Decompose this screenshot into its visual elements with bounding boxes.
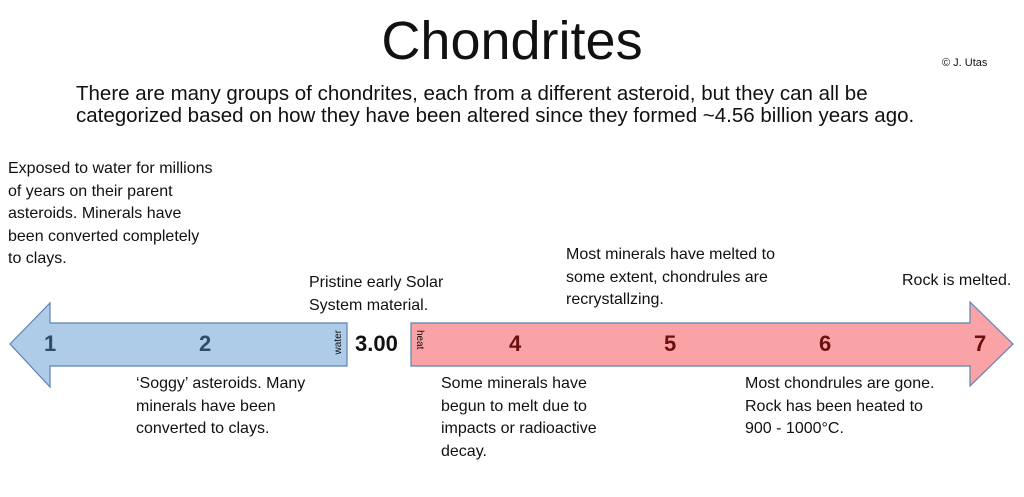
note-type2: ‘Soggy’ asteroids. Many minerals have been converted to clays. [136, 375, 306, 437]
type-4-label: 4 [509, 331, 522, 356]
water-label: water [333, 330, 344, 355]
note-type4: Some minerals have begun to melt due to impacts or radioactive decay. [441, 375, 597, 460]
note-type3: Pristine early Solar System material. [309, 274, 444, 314]
copyright: © J. Utas [942, 57, 988, 69]
note-type5: Most minerals have melted to some extent, chondrules are recrystallzing. [566, 246, 775, 308]
type-5-label: 5 [664, 331, 677, 356]
type-2-label: 2 [199, 331, 212, 356]
type-7-label: 7 [974, 331, 987, 356]
page-title: Chondrites [381, 11, 643, 71]
type-6-label: 6 [819, 331, 832, 356]
note-type7: Rock is melted. [902, 272, 1012, 289]
type-1-label: 1 [44, 331, 57, 356]
type-3-label: 3.00 [355, 331, 398, 356]
note-type1: Exposed to water for millions of years on their parent asteroids. Minerals have been converted completely to clays. [8, 160, 213, 267]
heat-label: heat [414, 330, 425, 350]
note-type6: Most chondrules are gone. Rock has been heated to 900 - 1000°C. [745, 375, 935, 437]
subtitle: There are many groups of chondrites, each from a different asteroid, but they can all be categorized based on how they have been altered since they formed ~4.56 billion years ago. [76, 82, 915, 127]
